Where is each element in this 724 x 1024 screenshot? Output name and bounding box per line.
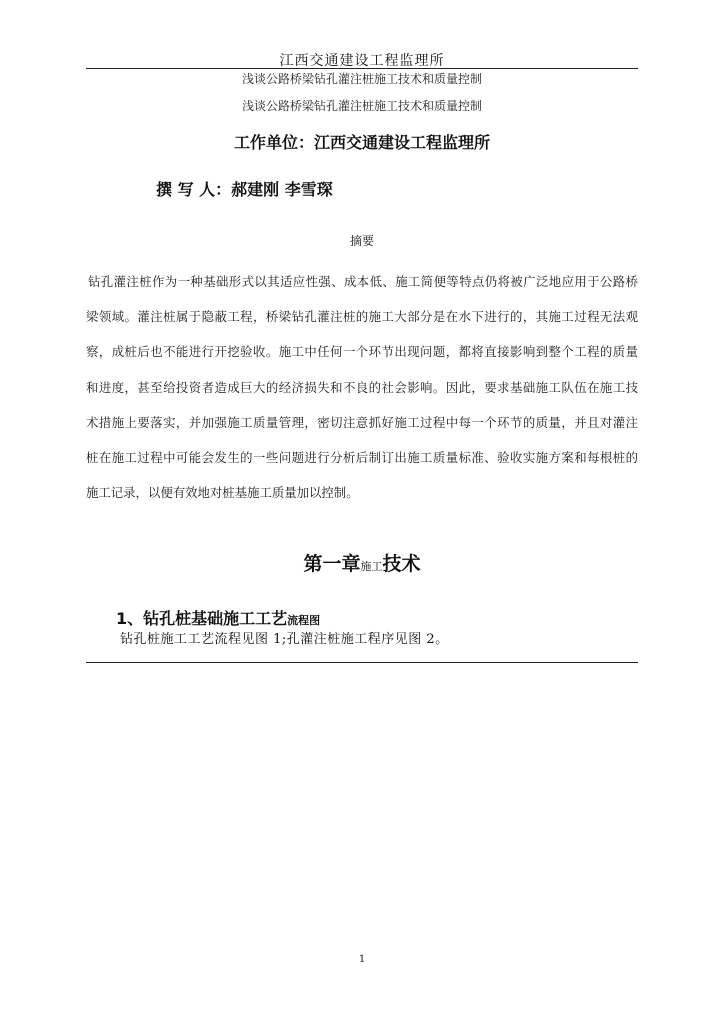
section-heading-main: 1、钻孔桩基础施工工艺 xyxy=(116,609,288,628)
abstract-line: 察，成桩后也不能进行开挖验收。施工中任何一个环节出现问题，都将直接影响到整个工程的质量 xyxy=(86,344,638,360)
chapter-title xyxy=(0,549,724,576)
chapter-title-part1: 第一章 xyxy=(303,553,361,575)
section-heading-small: 流程图 xyxy=(287,614,321,627)
abstract-line: 和进度，甚至给投资者造成巨大的经济损失和不良的社会影响。因此，要求基础施工队伍在施工技 xyxy=(86,379,638,395)
abstract-line: 施工记录，以便有效地对桩基施工质量加以控制。 xyxy=(86,485,359,501)
work-unit: 工作单位：江西交通建设工程监理所 xyxy=(233,133,490,152)
section-divider xyxy=(86,662,638,663)
header-divider xyxy=(86,68,638,69)
authors: 撰 写 人：郝建刚 李雪琛 xyxy=(156,180,333,199)
abstract-line: 梁领域。灌注桩属于隐蔽工程，桥梁钻孔灌注桩的施工大部分是在水下进行的，其施工过程无法观 xyxy=(86,309,638,325)
header-title: 江西交通建设工程监理所 xyxy=(279,53,445,69)
chapter-title-part2: 施工 xyxy=(360,560,383,573)
section-text: 钻孔桩施工工艺流程见图 1;孔灌注桩施工程序见图 2。 xyxy=(120,632,449,647)
chapter-title-part3: 技术 xyxy=(382,553,421,575)
section-heading xyxy=(116,606,320,629)
abstract-heading: 摘要 xyxy=(349,234,374,248)
abstract-line: 桩在施工过程中可能会发生的一些问题进行分析后制订出施工质量标准、验收实施方案和每根桩的 xyxy=(86,450,638,466)
abstract-body xyxy=(86,264,638,510)
document-subtitle-2: 浅谈公路桥梁钻孔灌注桩施工技术和质量控制 xyxy=(241,99,482,113)
abstract-line: 钻孔灌注桩作为一种基础形式以其适应性强、成本低、施工简便等特点仍将被广泛地应用于公路桥 xyxy=(88,274,638,289)
document-subtitle-1: 浅谈公路桥梁钻孔灌注桩施工技术和质量控制 xyxy=(241,72,482,86)
abstract-line: 术措施上要落实，并加强施工质量管理，密切注意抓好施工过程中每一个环节的质量，并且对灌注 xyxy=(86,414,638,430)
page-number: 1 xyxy=(358,954,366,965)
